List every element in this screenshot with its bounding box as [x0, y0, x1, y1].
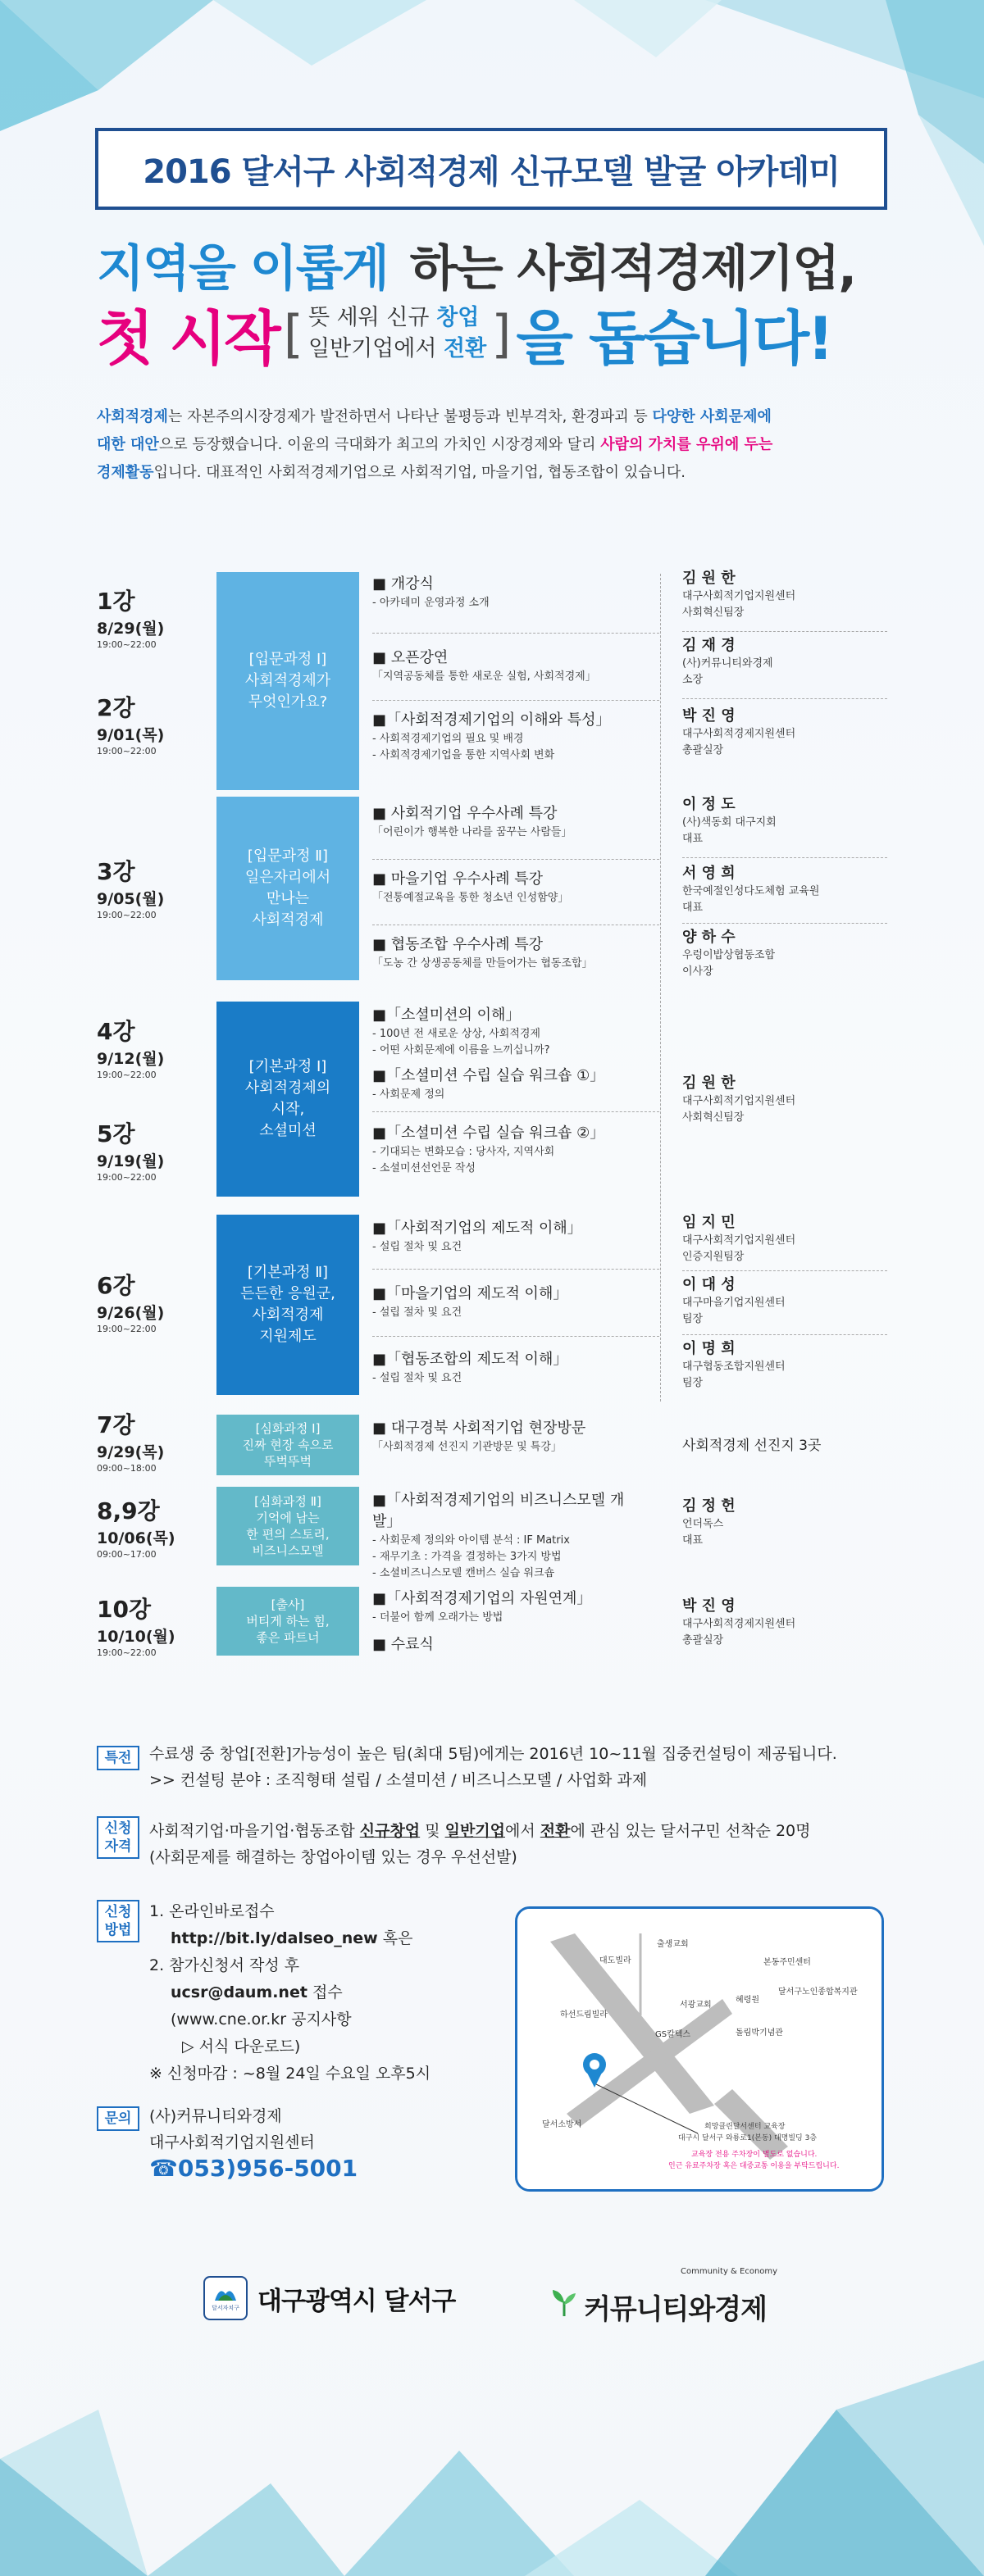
headline-line1 [97, 229, 917, 298]
topic-title: ■「협동조합의 제도적 이해」 [372, 1351, 568, 1368]
topic [372, 574, 643, 611]
topic [372, 1283, 643, 1321]
topic-title: ■ 개강식 [372, 575, 434, 593]
row-divider [682, 923, 887, 924]
lecture-label: 7강 [97, 1411, 135, 1438]
lecture-label: 4강 [97, 1018, 135, 1045]
logo2-small-text: Community & Economy [681, 2267, 778, 2276]
topic [372, 1123, 643, 1177]
map-label: 대도빌라 [599, 1956, 631, 1965]
topic-sub: 「사회적경제 선진지 기관방문 및 특강」 [372, 1441, 562, 1453]
eligibility-tag [97, 1816, 139, 1859]
course-box [216, 797, 359, 980]
benefit-tag: 특전 [97, 1746, 139, 1770]
intro-text-2: 으로 등장했습니다. 이윤의 극대화가 최고의 가치인 시장경제와 달리 [158, 436, 601, 453]
headline-stack [308, 302, 486, 365]
eligibility-text: 및 [420, 1822, 445, 1840]
map-label: 출생교회 [657, 1940, 689, 1949]
instructor-org: 대구사회적경제지원센터 [682, 1618, 796, 1630]
bracket-open: [ [283, 303, 303, 364]
topic-title: ■ 오픈강연 [372, 649, 449, 666]
row-divider [682, 1334, 887, 1335]
topic-sub: - 100년 전 새로운 상상, 사회적경제 [372, 1028, 540, 1040]
instructor [682, 1074, 895, 1126]
map-label: 대구시 달서구 와룡로1(본동) 대명빌딩 3층 [678, 2134, 818, 2142]
stack-bottom-text: 일반기업에서 [308, 336, 444, 361]
topic-title: ■ 마을기업 우수사례 특강 [372, 870, 544, 888]
email-link[interactable]: ucsr@daum.net [171, 1983, 308, 2001]
row-divider [682, 631, 887, 632]
lecture-date: 9/01(목) [97, 726, 165, 744]
benefit-line: 수료생 중 창업[전환]가능성이 높은 팀(최대 5팀)에게는 2016년 10~11월 집중컨설팅이 제공됩니다. [149, 1745, 837, 1763]
course-line: 만나는 [266, 890, 310, 907]
instructor-org: (사)색동회 대구지회 [682, 816, 777, 829]
method-text: 혹은 [377, 1929, 413, 1947]
instructor [682, 569, 895, 621]
instructor-role: 총괄실장 [682, 744, 724, 756]
lecture-time: 19:00~22:00 [97, 910, 157, 920]
instructor-org: 대구사회적기업지원센터 [682, 1234, 796, 1247]
row-divider [682, 698, 887, 699]
intro-text-3: 입니다. 대표적인 사회적경제기업으로 사회적기업, 마을기업, 협동조합이 있습니다. [153, 464, 686, 481]
bracket-close: ] [491, 303, 512, 364]
instructor [682, 1436, 895, 1456]
course-line: 비즈니스모델 [252, 1543, 324, 1558]
course-line: 무엇인가요? [248, 693, 328, 711]
course-line: 사회적경제가 [244, 672, 331, 689]
headline-dark: 하는 사회적경제기업, [409, 240, 856, 298]
course-line: 사회적경제 [252, 911, 324, 929]
instructor-role: 소장 [682, 674, 704, 686]
eligibility-count: 20명 [775, 1822, 811, 1840]
topic-sub: - 어떤 사회문제에 이름을 느끼십니까? [372, 1044, 550, 1056]
topic-sub: 「지역공동체를 통한 새로운 실험, 사회적경제」 [372, 670, 596, 683]
course-title: [기본과정 Ⅱ] [247, 1264, 329, 1281]
lecture-label: 6강 [97, 1272, 135, 1299]
topic-sub: - 사회문제 정의 [372, 1088, 445, 1101]
course-box [216, 1002, 359, 1197]
instructor-name: 김 원 한 [682, 570, 736, 587]
title-banner [95, 128, 887, 210]
topic [372, 1634, 643, 1656]
intro-paragraph [97, 403, 884, 487]
course-box [216, 1487, 359, 1565]
topic-title: ■「소셜미션 수립 실습 워크숍 ①」 [372, 1067, 605, 1084]
eligibility-underline: 일반기업 [444, 1822, 506, 1840]
topic-title: ■「사회적경제기업의 이해와 특성」 [372, 711, 611, 729]
topic-title: ■ 대구경북 사회적기업 현장방문 [372, 1420, 586, 1437]
instructor-name: 양 하 수 [682, 929, 736, 946]
instructor-role: 인증지원팀장 [682, 1251, 745, 1263]
map-label: 하선드림빌라 [560, 2010, 608, 2019]
course-line: 한 편의 스토리, [246, 1527, 330, 1542]
lecture-time: 19:00~22:00 [97, 639, 157, 650]
lecture-date: 10/06(목) [97, 1529, 175, 1547]
dalseo-logo-text: 대구광역시 달서구 [257, 2286, 456, 2316]
course-title: [입문과정 Ⅱ] [247, 847, 329, 865]
lecture-time: 19:00~22:00 [97, 1647, 157, 1658]
instructor-name: 사회적경제 선진지 3곳 [682, 1438, 822, 1454]
emblem-mark [212, 2284, 239, 2304]
stack-top-bold: 창업 [436, 305, 480, 330]
topic-title: ■「소셜미션 수립 실습 워크숍 ②」 [372, 1124, 605, 1142]
method-text: ▷ 서식 다운로드) [182, 2038, 301, 2056]
topic [372, 1490, 643, 1582]
topic [372, 934, 643, 972]
instructor-org: (사)커뮤니티와경제 [682, 657, 773, 670]
contact-info [149, 2103, 502, 2184]
dalseo-emblem-icon [203, 2276, 248, 2320]
intro-highlight-1: 다양한 사회문제에 [652, 408, 772, 425]
lecture-label: 3강 [97, 858, 135, 885]
topic [372, 1418, 643, 1456]
map-label: 본동주민센터 [763, 1958, 811, 1967]
row-divider [372, 700, 659, 701]
method-tag [97, 1900, 139, 1942]
intro-keyword: 사회적경제 [97, 408, 168, 425]
instructor-name: 임 지 민 [682, 1214, 736, 1231]
topic [372, 647, 643, 685]
lecture-date: 9/05(월) [97, 890, 165, 908]
instructor-name: 김 원 한 [682, 1074, 736, 1092]
row-divider [372, 633, 659, 634]
instructor [682, 636, 895, 688]
instructor [682, 706, 895, 759]
topic [372, 1588, 643, 1626]
course-line: 버티게 하는 힘, [246, 1614, 330, 1629]
emblem-text: 달서자치구 [212, 2305, 239, 2311]
method-text: 접수 [307, 1983, 343, 2001]
topic-sub: - 설립 절차 및 요건 [372, 1241, 462, 1253]
course-line: 뚜벅뚜벅 [264, 1454, 312, 1469]
benefit-line: >> 컨설팅 분야 : 조직형태 설립 / 소셜미션 / 비즈니스모델 / 사업화 과제 [149, 1771, 648, 1789]
lecture-label: 10강 [97, 1596, 152, 1623]
instructor-org: 대구마을기업지원센터 [682, 1297, 786, 1309]
eligibility-text: 에 관심 있는 달서구민 선착순 [570, 1822, 776, 1840]
lecture-time: 19:00~22:00 [97, 1172, 157, 1183]
map-label: 돌림박기념관 [736, 2029, 783, 2038]
method-info [149, 1898, 502, 2088]
eligibility-underline: 전환 [540, 1822, 571, 1840]
topic [372, 1065, 643, 1103]
intro-highlight-3: 경제활동 [97, 464, 154, 481]
instructor-org: 대구사회적경제지원센터 [682, 728, 796, 740]
intro-highlight-red: 사람의 가치를 우위에 두는 [600, 436, 773, 453]
map-label: GS칼텍스 [655, 2030, 691, 2039]
contact-tag: 문의 [97, 2106, 139, 2131]
tag-bottom: 자격 [104, 1838, 132, 1855]
instructor-org: 대구사회적기업지원센터 [682, 590, 796, 602]
intro-text-1: 는 자본주의시장경제가 발전하면서 나타난 불평등과 빈부격차, 환경파괴 등 [167, 408, 653, 425]
tag-top: 신청 [104, 1820, 132, 1837]
instructor-role: 사회혁신팀장 [682, 1111, 745, 1124]
topic-sub: - 설립 절차 및 요건 [372, 1372, 462, 1384]
topic-sub: 「전통예절교육을 통한 청소년 인성함양」 [372, 892, 569, 904]
map-note: 인근 유료주차장 혹은 대중교통 이용을 부탁드립니다. [668, 2162, 840, 2170]
course-title: [출사] [271, 1597, 305, 1612]
instructor-role: 이사장 [682, 965, 713, 978]
instructor [682, 1213, 895, 1265]
topic [372, 1349, 643, 1387]
topic-title: ■ 사회적기업 우수사례 특강 [372, 805, 558, 822]
map-label: 달서구노인종합복지관 [778, 1988, 858, 1997]
lecture-label: 2강 [97, 694, 135, 721]
lecture-date: 10/10(월) [97, 1628, 175, 1646]
instructor [682, 1597, 895, 1649]
topic-sub: 「어린이가 행복한 나라를 꿈꾸는 사람들」 [372, 826, 572, 838]
map-label: 서광교회 [680, 2001, 712, 2010]
lecture-time: 19:00~22:00 [97, 746, 157, 756]
topic-sub: - 더불어 함께 오래가는 방법 [372, 1611, 503, 1624]
phone-icon: ☎ [149, 2155, 178, 2182]
lecture-label: 1강 [97, 588, 135, 615]
headline-blue: 지역을 이롭게 [97, 240, 388, 298]
instructor-org: 한국예절인성다도체험 교육원 [682, 885, 820, 897]
eligibility-underline: 신규창업 [359, 1822, 421, 1840]
course-title: [심화과정 Ⅰ] [255, 1421, 321, 1436]
map-drawing [517, 1909, 882, 2189]
instructor [682, 928, 895, 980]
instructor [682, 795, 895, 847]
lecture-time: 19:00~22:00 [97, 1324, 157, 1334]
topic-title: ■ 수료식 [372, 1636, 434, 1653]
method-step: 2. 참가신청서 작성 후 [149, 1956, 300, 1974]
topic [372, 710, 643, 764]
intro-highlight-2: 대한 대안 [97, 436, 159, 453]
course-line: 사회적경제의 [244, 1079, 331, 1097]
lecture-label: 8,9강 [97, 1497, 160, 1524]
row-divider [682, 1270, 887, 1271]
map-label: 희망클린달서센터 교육장 [704, 2123, 786, 2131]
lecture-date: 9/29(목) [97, 1443, 165, 1461]
topic [372, 869, 643, 906]
stack-bottom-bold: 전환 [444, 336, 487, 361]
headline-line2 [97, 288, 917, 379]
instructor-role: 총괄실장 [682, 1634, 724, 1647]
lecture-date: 8/29(월) [97, 620, 165, 638]
instructor [682, 1339, 895, 1392]
topic-sub: - 사회적경제기업의 필요 및 배경 [372, 733, 524, 745]
bottom-decoration [0, 2360, 984, 2576]
topic-title: ■ 협동조합 우수사례 특강 [372, 936, 544, 953]
lecture-date: 9/26(월) [97, 1304, 165, 1322]
eligibility-line2: (사회문제를 해결하는 창업아이템 있는 경우 우선선발) [149, 1848, 517, 1866]
course-line: 사회적경제 [252, 1306, 324, 1324]
instructor-org: 대구협동조합지원센터 [682, 1361, 786, 1373]
contact-org: (사)커뮤니티와경제 [149, 2107, 282, 2125]
headline-red: 첫 시작 [97, 304, 279, 373]
signup-link[interactable]: http://bit.ly/dalseo_new [171, 1929, 378, 1947]
instructor-name: 이 대 성 [682, 1276, 736, 1293]
dalseo-logo [203, 2275, 455, 2321]
topic-sub: - 기대되는 변화모습 : 당사자, 지역사회 [372, 1146, 555, 1158]
row-divider [372, 859, 659, 860]
topic-title: ■「마을기업의 제도적 이해」 [372, 1285, 568, 1302]
topic-title: ■「소셜미션의 이해」 [372, 1006, 521, 1024]
instructor-role: 팀장 [682, 1313, 704, 1325]
topic-sub: - 소셜미션선언문 작성 [372, 1162, 476, 1174]
community-economy-logo [541, 2267, 804, 2333]
course-title: [입문과정 Ⅰ] [248, 651, 327, 668]
row-divider [372, 1336, 659, 1337]
instructor-role: 대표 [682, 1534, 704, 1547]
eligibility-text: 에서 [505, 1822, 540, 1840]
stack-top-text: 뜻 세워 신규 [308, 305, 437, 330]
eligibility-info [149, 1818, 904, 1870]
headline-blue2: 을 돕습니다! [516, 304, 832, 373]
course-line: 시작, [271, 1101, 305, 1118]
topic-sub: - 소셜비즈니스모델 캔버스 실습 워크숍 [372, 1567, 555, 1579]
course-title: [심화과정 Ⅱ] [254, 1494, 321, 1509]
instructor-name: 이 명 희 [682, 1340, 736, 1357]
instructor [682, 1497, 895, 1549]
method-text: (www.cne.or.kr 공지사항 [171, 2010, 352, 2029]
row-divider [372, 1111, 659, 1112]
map-label: 혜령원 [736, 1996, 759, 2005]
topic [372, 803, 643, 841]
logo2-text: 커뮤니티와경제 [584, 2293, 767, 2326]
instructor-name: 김 재 경 [682, 637, 736, 654]
tag-top: 신청 [104, 1904, 132, 1920]
course-line: 좋은 파트너 [256, 1630, 320, 1645]
course-line: 일은자리에서 [244, 869, 331, 886]
contact-org: 대구사회적기업지원센터 [149, 2133, 315, 2151]
topic-sub: - 사회문제 정의와 아이템 분석 : IF Matrix [372, 1534, 570, 1547]
topic-sub: - 아카데미 운영과정 소개 [372, 597, 490, 609]
location-map [515, 1906, 884, 2192]
tag-bottom: 방법 [104, 1922, 132, 1938]
course-line: 든든한 응원군, [240, 1285, 335, 1302]
course-box [216, 572, 359, 790]
course-box [216, 1587, 359, 1656]
instructor-role: 대표 [682, 833, 704, 845]
instructor-role: 대표 [682, 902, 704, 914]
instructor [682, 1275, 895, 1328]
course-line: 소셜미션 [259, 1122, 317, 1139]
course-line: 진짜 현장 속으로 [242, 1438, 334, 1452]
row-divider [372, 1269, 659, 1270]
map-note: 교육장 전용 주차장이 별도로 없습니다. [691, 2151, 818, 2159]
sprout-icon [548, 2285, 581, 2318]
phone-number[interactable]: 053)956-5001 [177, 2155, 358, 2182]
topic-title: ■「사회적기업의 제도적 이해」 [372, 1220, 582, 1237]
topic [372, 1005, 643, 1059]
lecture-time: 09:00~17:00 [97, 1549, 157, 1560]
course-title: [기본과정 Ⅰ] [248, 1058, 327, 1075]
lecture-date: 9/12(월) [97, 1050, 165, 1068]
course-box [216, 1415, 359, 1475]
instructor [682, 864, 895, 916]
row-divider [682, 857, 887, 858]
instructor-name: 서 영 희 [682, 865, 736, 882]
page-title: 2016 달서구 사회적경제 신규모델 발굴 아카데미 [143, 152, 840, 191]
instructor-org: 우렁이밥상협동조합 [682, 949, 776, 961]
course-line: 기억에 남는 [256, 1511, 320, 1525]
benefit-info [149, 1741, 904, 1793]
lecture-label: 5강 [97, 1120, 135, 1147]
topic-sub: - 사회적경제기업을 통한 지역사회 변화 [372, 749, 555, 761]
lecture-time: 09:00~18:00 [97, 1463, 157, 1474]
column-divider [660, 574, 661, 1402]
instructor-org: 언더독스 [682, 1518, 724, 1530]
instructor-role: 사회혁신팀장 [682, 607, 745, 619]
lecture-time: 19:00~22:00 [97, 1070, 157, 1080]
deadline: ※ 신청마감 : ~8월 24일 수요일 오후5시 [149, 2065, 431, 2083]
topic-title: ■「사회적경제기업의 자원연계」 [372, 1590, 592, 1607]
topic-sub: - 재무기초 : 가격을 결정하는 3가지 방법 [372, 1551, 562, 1563]
instructor-name: 박 진 영 [682, 707, 736, 725]
topic-sub: - 설립 절차 및 요건 [372, 1306, 462, 1319]
instructor-name: 이 정 도 [682, 796, 736, 813]
course-box [216, 1215, 359, 1395]
method-step: 1. 온라인바로접수 [149, 1902, 275, 1920]
instructor-name: 박 진 영 [682, 1597, 736, 1615]
instructor-org: 대구사회적기업지원센터 [682, 1095, 796, 1107]
instructor-name: 김 정 헌 [682, 1497, 736, 1515]
course-line: 지원제도 [259, 1328, 317, 1345]
topic-sub: 「도농 간 상생공동체를 만들어가는 협동조합」 [372, 957, 593, 970]
topic [372, 1218, 643, 1256]
instructor-role: 팀장 [682, 1377, 704, 1389]
lecture-date: 9/19(월) [97, 1152, 165, 1170]
eligibility-text: 사회적기업·마을기업·협동조합 [149, 1822, 360, 1840]
map-label: 달서소방서 [542, 2120, 582, 2129]
topic-title: ■「사회적경제기업의 비즈니스모델 개발」 [372, 1492, 625, 1530]
